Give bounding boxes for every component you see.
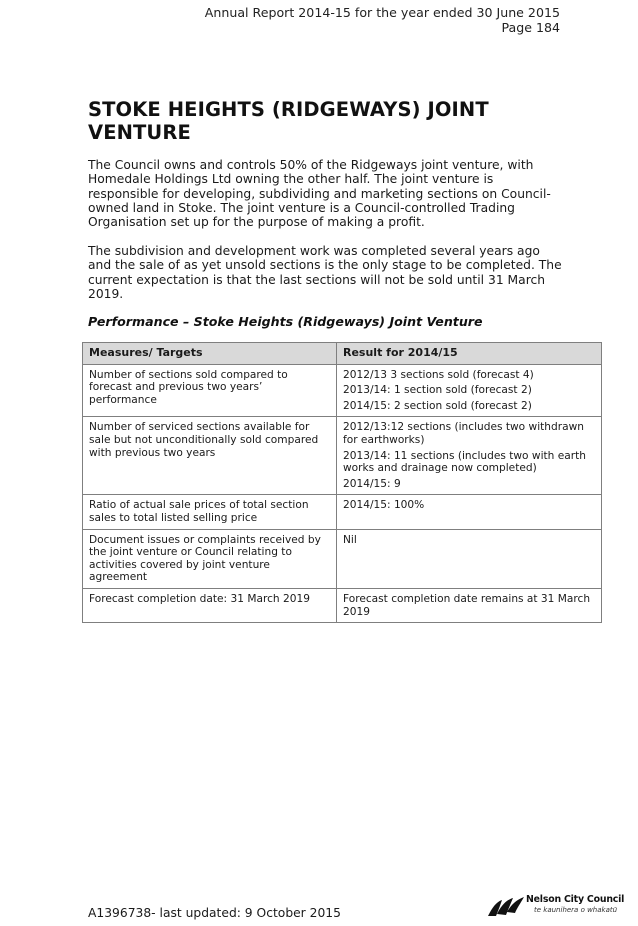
logo-name: Nelson City Council [526, 894, 625, 905]
measure-cell: Number of serviced sections available for sale but not unconditionally sold compared with previous two years [83, 417, 337, 495]
table-header-row [83, 343, 602, 365]
result-cell [337, 529, 602, 588]
measure-cell: Ratio of actual sale prices of total section sales to total listed selling price [83, 495, 337, 529]
status-paragraph: The subdivision and development work was completed several years ago and the sale of as yet unsold sections is the only stage to be completed. The current expectation is that the last sections will not be sold until 31 March 2019. [88, 244, 562, 301]
performance-table [82, 342, 602, 623]
result-line: 2014/15: 9 [343, 477, 401, 490]
result-line: 2014/15: 100% [343, 499, 425, 512]
document-reference: A1396738- last updated: 9 October 2015 [88, 906, 341, 920]
result-cell [337, 364, 602, 417]
measure-cell: Number of sections sold compared to forecast and previous two years’ performance [83, 364, 337, 417]
result-cell [337, 417, 602, 495]
logo-mark-icon [486, 894, 526, 920]
result-cell [337, 588, 602, 622]
council-logo [486, 894, 625, 920]
page-number: Page 184 [501, 20, 560, 35]
result-line: Nil [343, 533, 357, 546]
page-title: STOKE HEIGHTS (RIDGEWAYS) JOINT VENTURE [88, 98, 489, 144]
result-line: 2012/13 3 sections sold (forecast 4) [343, 368, 534, 381]
result-line: 2012/13:12 sections (includes two withdrawn for earthworks) [343, 421, 584, 446]
result-line: 2013/14: 1 section sold (forecast 2) [343, 384, 532, 397]
result-cell [337, 495, 602, 529]
header-measures: Measures/ Targets [83, 343, 337, 365]
header-result: Result for 2014/15 [337, 343, 602, 365]
result-line: 2013/14: 11 sections (includes two with earth works and drainage now completed) [343, 449, 586, 475]
table-row [83, 588, 602, 622]
table-row [83, 529, 602, 588]
logo-tagline: te kaunihera o whakatū [534, 906, 618, 914]
table-row [83, 364, 602, 417]
intro-paragraph: The Council owns and controls 50% of the Ridgeways joint venture, with Homedale Holdings Ltd owning the other half. The joint venture is responsible for developing, subdividing and marketing sections on Council-owned land in Stoke. The joint venture is a Council-controlled Trading Organisation set up for the purpose of making a profit. [88, 158, 551, 230]
measure-cell: Forecast completion date: 31 March 2019 [83, 588, 337, 622]
page-header [205, 5, 560, 35]
table-row [83, 417, 602, 495]
report-line: Annual Report 2014-15 for the year ended 30 June 2015 [204, 5, 560, 20]
table-title: Performance – Stoke Heights (Ridgeways) Joint Venture [88, 314, 483, 329]
result-line: Forecast completion date remains at 31 March 2019 [343, 592, 591, 618]
result-line: 2014/15: 2 section sold (forecast 2) [343, 399, 532, 412]
table-row [83, 495, 602, 529]
measure-cell: Document issues or complaints received by the joint venture or Council relating to activities covered by joint venture agreement [83, 529, 337, 588]
